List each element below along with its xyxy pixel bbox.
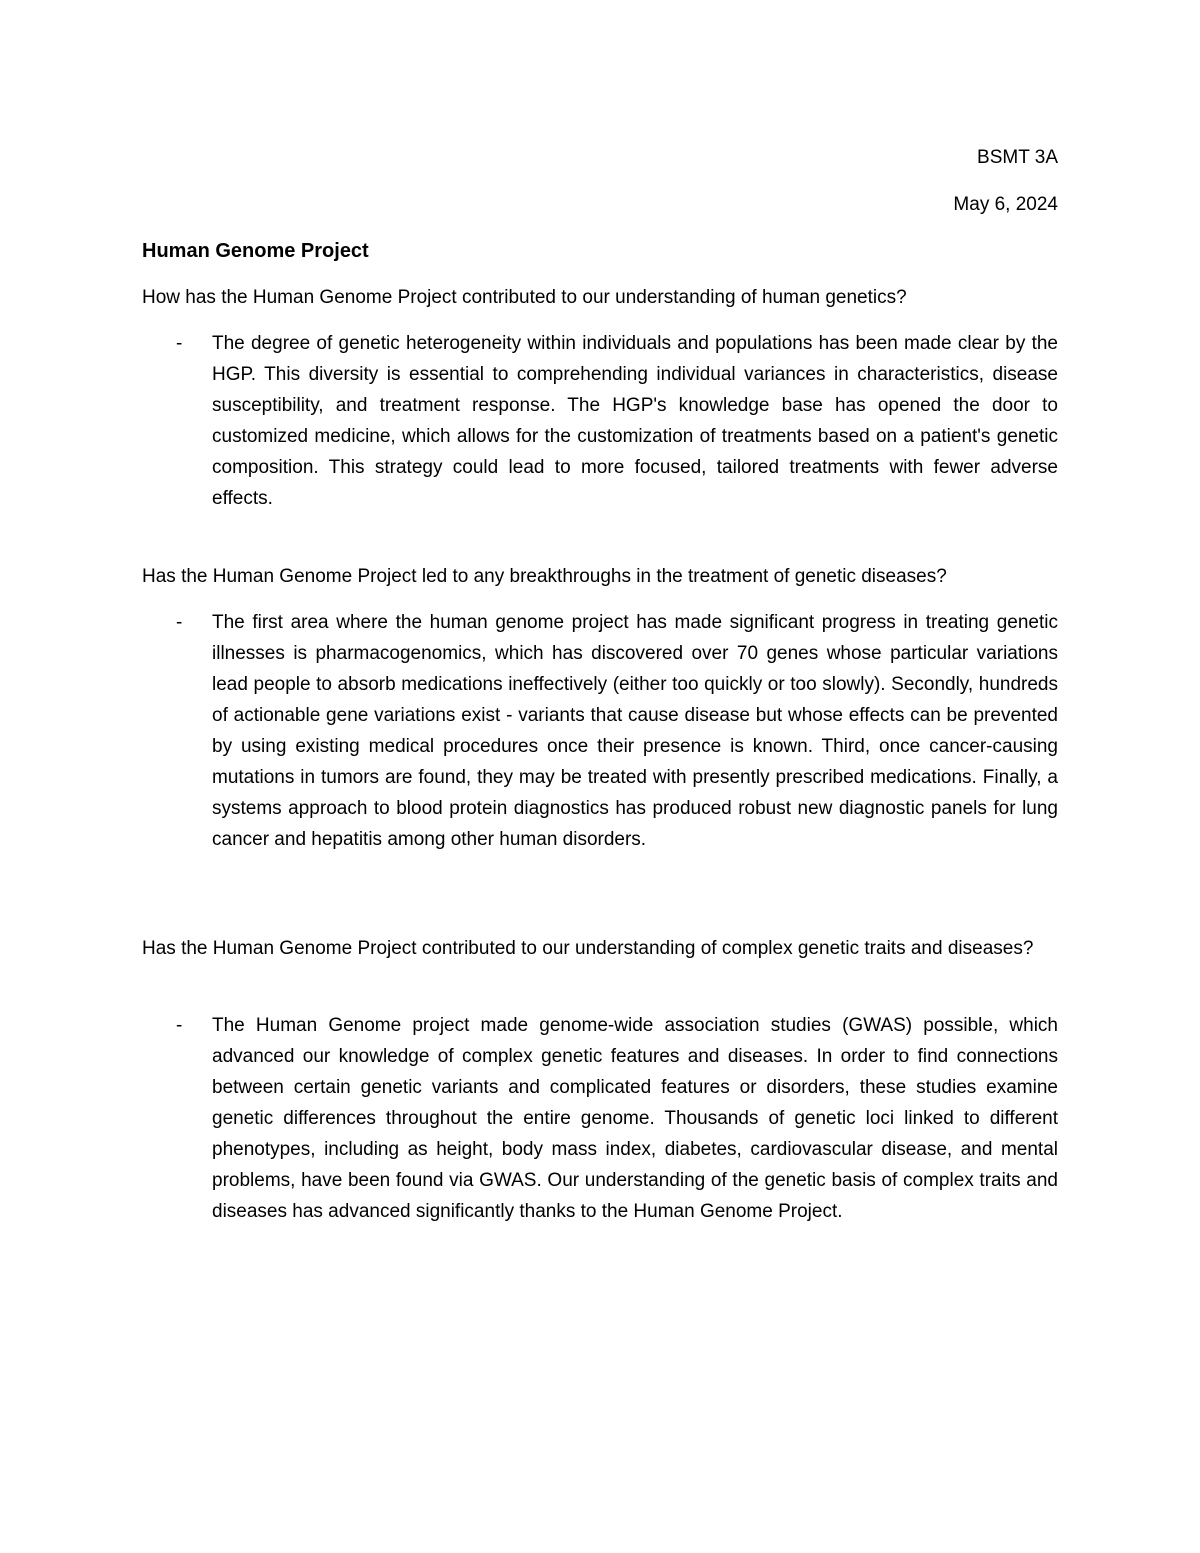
answer-3 (142, 1010, 1058, 1227)
answer-1 (142, 328, 1058, 514)
bullet-dash: - (176, 333, 183, 354)
answer-2-text: The first area where the human genome project has made significant progress in treating genetic illnesses is pharmacogenomics, which has discovered over 70 genes whose particular variations lead people to absorb medications ineffectively (either too quickly or too slowly). Secondly, hundreds of actionable gene variations exist - variants that cause disease but whose effects can be prevented by using existing medical procedures once their presence is known. Third, once cancer-causing mutations in tumors are found, they may be treated with presently prescribed medications. Finally, a systems approach to blood protein diagnostics has produced robust new diagnostic panels for lung cancer and hepatitis among other human disorders. (212, 612, 1058, 850)
question-3: Has the Human Genome Project contributed to our understanding of complex genetic traits and diseases? (142, 938, 1034, 959)
answer-2 (142, 607, 1058, 855)
date-label: May 6, 2024 (953, 194, 1058, 215)
bullet-dash: - (176, 612, 183, 633)
answer-1-text: The degree of genetic heterogeneity within individuals and populations has been made clear by the HGP. This diversity is essential to comprehending individual variances in characteristics, disease susceptibility, and treatment response. The HGP's knowledge base has opened the door to customized medicine, which allows for the customization of treatments based on a patient's genetic composition. This strategy could lead to more focused, tailored treatments with fewer adverse effects. (212, 333, 1058, 509)
bullet-dash: - (176, 1015, 183, 1036)
question-1: How has the Human Genome Project contributed to our understanding of human genetics? (142, 287, 907, 308)
document-title: Human Genome Project (142, 240, 369, 262)
question-2: Has the Human Genome Project led to any breakthroughs in the treatment of genetic diseases? (142, 566, 947, 587)
answer-3-text: The Human Genome project made genome-wide association studies (GWAS) possible, which advanced our knowledge of complex genetic features and diseases. In order to find connections between certain genetic variants and complicated features or disorders, these studies examine genetic differences throughout the entire genome. Thousands of genetic loci linked to different phenotypes, including as height, body mass index, diabetes, cardiovascular disease, and mental problems, have been found via GWAS. Our understanding of the genetic basis of complex traits and diseases has advanced significantly thanks to the Human Genome Project. (212, 1015, 1058, 1222)
class-label: BSMT 3A (977, 147, 1058, 168)
